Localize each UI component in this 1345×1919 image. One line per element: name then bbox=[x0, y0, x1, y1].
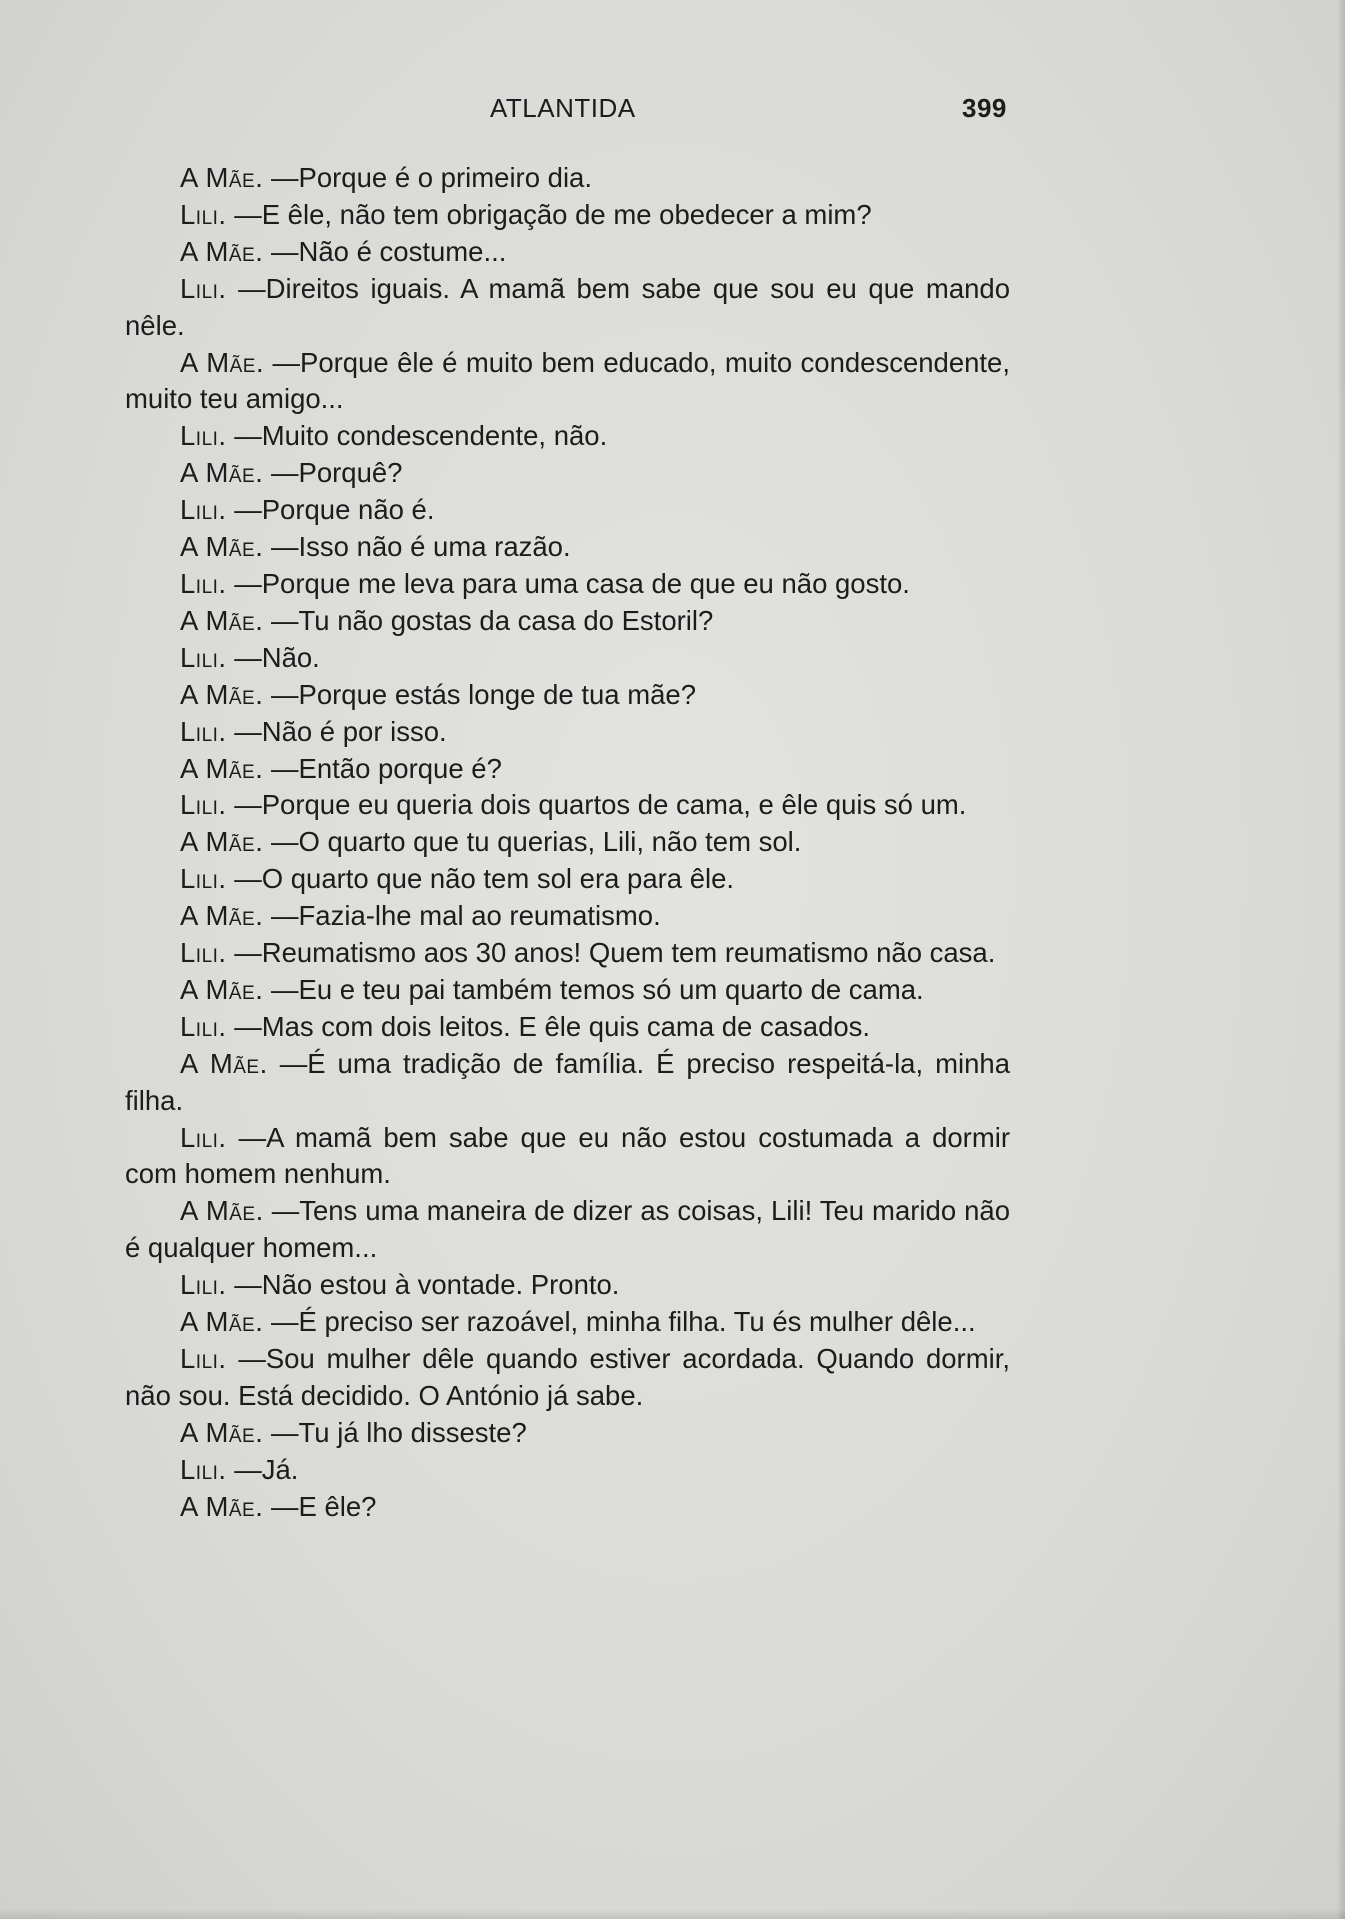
speaker-name: Lili. bbox=[180, 272, 227, 304]
speech-text: —Não é por isso. bbox=[234, 715, 447, 747]
dialogue-line bbox=[125, 1304, 1010, 1341]
dialogue-line bbox=[125, 1120, 1010, 1194]
speech-text: —Já. bbox=[234, 1453, 299, 1485]
dialogue-line bbox=[125, 492, 1010, 529]
dialogue-line bbox=[125, 1193, 1010, 1267]
dialogue-line bbox=[125, 1452, 1010, 1489]
page-number: 399 bbox=[962, 93, 1007, 123]
dialogue-line bbox=[125, 861, 1010, 898]
speaker-name: Lili. bbox=[180, 641, 227, 673]
speech-text: —Porque não é. bbox=[234, 494, 435, 526]
speaker-name: A Mãe. bbox=[180, 604, 264, 636]
speaker-name: A Mãe. bbox=[180, 1306, 264, 1338]
speech-text: —Eu e teu pai também temos só um quarto de cama. bbox=[271, 973, 924, 1005]
dialogue-line bbox=[125, 1415, 1010, 1452]
speaker-name: A Mãe. bbox=[180, 346, 265, 378]
speech-text: —Sou mulher dêle quando estiver acordada. Quando dormir, não sou. Está decidido. O António já sabe. bbox=[125, 1343, 1010, 1411]
speaker-name: Lili. bbox=[180, 789, 227, 821]
dialogue-line bbox=[125, 234, 1010, 271]
dialogue-line bbox=[125, 787, 1010, 824]
speaker-name: A Mãe. bbox=[180, 1490, 264, 1522]
dialogue-line bbox=[125, 529, 1010, 566]
dialogue-line bbox=[125, 1341, 1010, 1415]
speech-text: —Então porque é? bbox=[271, 752, 502, 784]
speech-text: —Fazia-lhe mal ao reumatismo. bbox=[271, 900, 661, 932]
speech-text: —O quarto que tu querias, Lili, não tem sol. bbox=[271, 826, 802, 858]
dialogue-line bbox=[125, 345, 1010, 419]
speaker-name: A Mãe. bbox=[180, 162, 264, 193]
speaker-name: Lili. bbox=[180, 1453, 227, 1485]
dialogue-line bbox=[125, 824, 1010, 861]
speech-text: —Não é costume... bbox=[271, 235, 507, 267]
speech-text: —Muito condescendente, não. bbox=[234, 420, 608, 452]
dialogue-line bbox=[125, 677, 1010, 714]
speech-text: —Porque êle é muito bem educado, muito condescendente, muito teu amigo... bbox=[125, 346, 1010, 415]
speech-text: —E êle, não tem obrigação de me obedecer a mim? bbox=[234, 198, 872, 230]
dialogue-line bbox=[125, 160, 1010, 197]
speech-text: —Porque me leva para uma casa de que eu não gosto. bbox=[234, 567, 910, 599]
speaker-name: Lili. bbox=[180, 1010, 227, 1042]
speaker-name: Lili. bbox=[180, 1269, 227, 1301]
speaker-name: A Mãe. bbox=[180, 1047, 268, 1079]
speech-text: —E êle? bbox=[271, 1490, 377, 1522]
speech-text: —O quarto que não tem sol era para êle. bbox=[234, 863, 735, 895]
page-edge-shadow bbox=[1337, 0, 1345, 1919]
dialogue-line bbox=[125, 418, 1010, 455]
speech-text: —Tu não gostas da casa do Estoril? bbox=[271, 604, 714, 636]
dialogue-line bbox=[125, 603, 1010, 640]
speech-text: —Isso não é uma razão. bbox=[271, 531, 571, 563]
dialogue-line bbox=[125, 714, 1010, 751]
page-header bbox=[0, 93, 1345, 133]
speech-text: —É uma tradição de família. É preciso respeitá-la, minha filha. bbox=[125, 1047, 1011, 1116]
speech-text: —Reumatismo aos 30 anos! Quem tem reumatismo não casa. bbox=[234, 937, 996, 969]
speaker-name: A Mãe. bbox=[180, 235, 264, 267]
dialogue-line bbox=[125, 1009, 1010, 1046]
dialogue-line bbox=[125, 1046, 1010, 1120]
dialogue-line bbox=[125, 640, 1010, 677]
speech-text: —Não estou à vontade. Pronto. bbox=[234, 1269, 620, 1301]
dialogue-line bbox=[125, 1267, 1010, 1304]
dialogue-line bbox=[125, 898, 1010, 935]
speech-text: —A mamã bem sabe que eu não estou costumada a dormir com homem nenhum. bbox=[125, 1121, 1011, 1190]
speech-text: —Tu já lho disseste? bbox=[271, 1416, 527, 1448]
speech-text: —Mas com dois leitos. E êle quis cama de casados. bbox=[234, 1010, 871, 1042]
speaker-name: Lili. bbox=[180, 1343, 227, 1374]
speech-text: —Porque estás longe de tua mãe? bbox=[271, 678, 697, 710]
speaker-name: A Mãe. bbox=[180, 1195, 264, 1227]
speaker-name: Lili. bbox=[180, 1121, 227, 1153]
speech-text: —Porque eu queria dois quartos de cama, e êle quis só um. bbox=[234, 789, 967, 821]
speaker-name: Lili. bbox=[180, 494, 227, 526]
running-title: ATLANTIDA bbox=[490, 93, 636, 123]
dialogue-line bbox=[125, 455, 1010, 492]
speaker-name: A Mãe. bbox=[180, 457, 264, 489]
dialogue-text bbox=[125, 160, 1010, 1526]
speaker-name: A Mãe. bbox=[180, 531, 264, 563]
speaker-name: Lili. bbox=[180, 420, 227, 452]
speech-text: —Direitos iguais. A mamã bem sabe que sou eu que mando nêle. bbox=[125, 272, 1011, 341]
speaker-name: A Mãe. bbox=[180, 900, 264, 932]
dialogue-line bbox=[125, 751, 1010, 788]
dialogue-line bbox=[125, 935, 1010, 972]
speaker-name: Lili. bbox=[180, 937, 227, 969]
speaker-name: Lili. bbox=[180, 198, 227, 230]
speaker-name: A Mãe. bbox=[180, 1416, 264, 1448]
speech-text: —É preciso ser razoável, minha filha. Tu és mulher dêle... bbox=[271, 1306, 976, 1338]
speaker-name: A Mãe. bbox=[180, 678, 264, 710]
speaker-name: Lili. bbox=[180, 863, 227, 895]
dialogue-line bbox=[125, 197, 1010, 234]
speech-text: —Tens uma maneira de dizer as coisas, Lili! Teu marido não é qualquer homem... bbox=[125, 1195, 1010, 1264]
dialogue-line bbox=[125, 566, 1010, 603]
speech-text: —Não. bbox=[234, 641, 320, 673]
speaker-name: Lili. bbox=[180, 715, 227, 747]
page-bottom-shadow bbox=[0, 1909, 1345, 1919]
dialogue-line bbox=[125, 972, 1010, 1009]
speaker-name: A Mãe. bbox=[180, 826, 264, 858]
dialogue-line bbox=[125, 271, 1010, 345]
speaker-name: A Mãe. bbox=[180, 752, 264, 784]
speaker-name: A Mãe. bbox=[180, 973, 264, 1005]
speech-text: —Porquê? bbox=[271, 457, 403, 489]
speaker-name: Lili. bbox=[180, 567, 227, 599]
dialogue-line bbox=[125, 1489, 1010, 1526]
speech-text: —Porque é o primeiro dia. bbox=[271, 162, 592, 193]
